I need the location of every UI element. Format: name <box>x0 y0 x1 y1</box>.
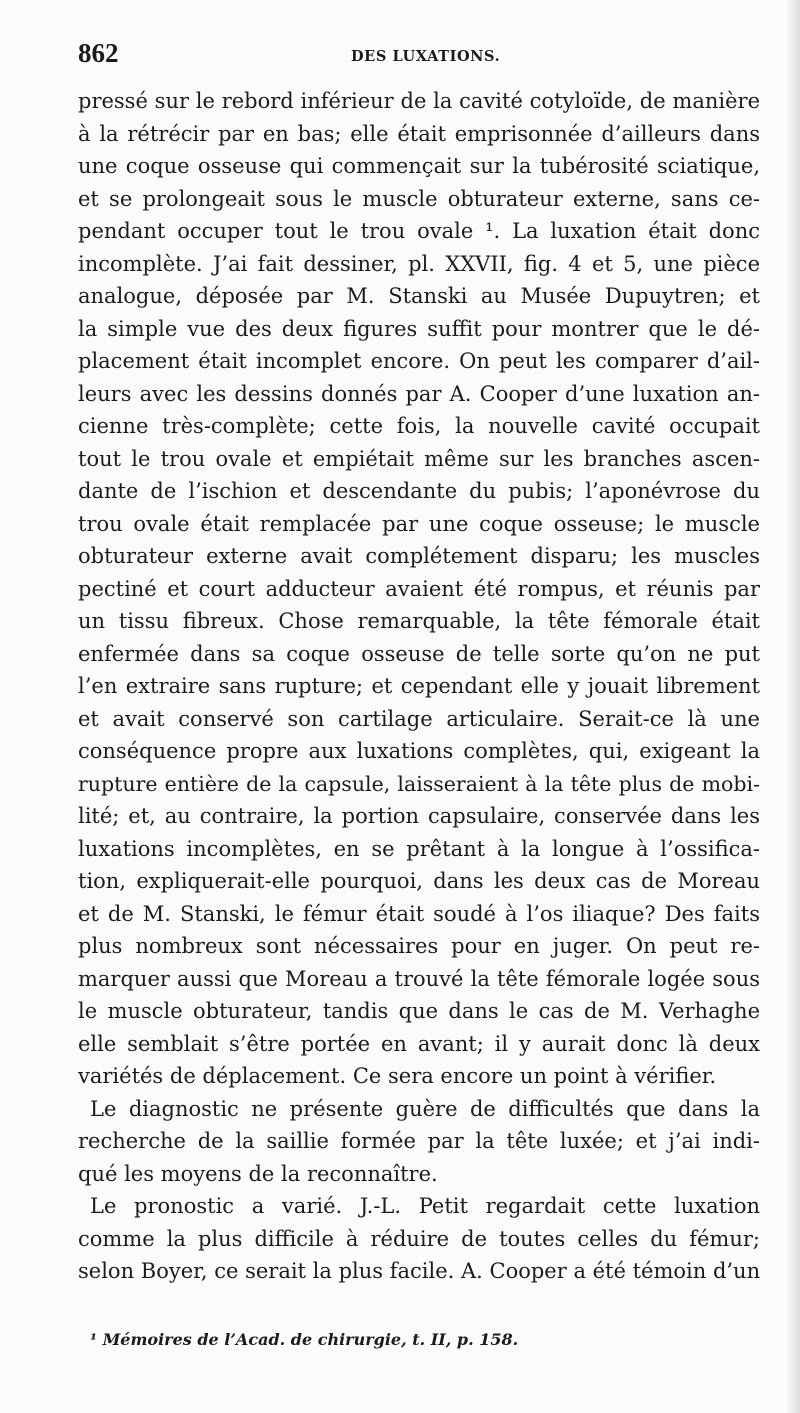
text-line: leurs avec les dessins donnés par A. Cooper d’une luxation an- <box>78 381 760 406</box>
text-line: qué les moyens de la reconnaître. <box>78 1161 438 1186</box>
text-line: le muscle obturateur, tandis que dans le cas de M. Verhaghe <box>78 999 760 1023</box>
text-line: placement était incomplet encore. On peut les comparer d’ail- <box>78 349 760 373</box>
text-line: lité; et, au contraire, la portion capsulaire, conservée dans les <box>78 804 760 828</box>
text-line: Le diagnostic ne présente guère de difficultés que dans la <box>90 1096 760 1121</box>
text-line: variétés de déplacement. Ce sera encore un point à vérifier. <box>78 1064 717 1088</box>
text-line: et avait conservé son cartilage articulaire. Serait-ce là une <box>78 706 760 731</box>
text-line: conséquence propre aux luxations complètes, qui, exigeant la <box>78 739 760 763</box>
text-line: obturateur externe avait complétement disparu; les muscles <box>78 544 760 568</box>
text-line: plus nombreux sont nécessaires pour en juger. On peut re- <box>78 934 760 958</box>
text-line: luxations incomplètes, en se prêtant à la longue à l’ossifica- <box>78 836 760 861</box>
page-number: 862 <box>78 38 119 68</box>
text-line: et se prolongeait sous le muscle obturateur externe, sans ce- <box>78 186 760 211</box>
text-line: cienne très-complète; cette fois, la nouvelle cavité occupait <box>78 414 760 438</box>
text-line: recherche de la saillie formée par la tête luxée; et j’ai indi- <box>78 1129 760 1153</box>
text-line: pectiné et court adducteur avaient été rompus, et réunis par <box>78 576 760 601</box>
page-edge-shadow <box>786 0 800 1413</box>
text-line: la simple vue des deux figures suffit pour montrer que le dé- <box>78 316 760 341</box>
text-line: incomplète. J’ai fait dessiner, pl. XXVII, fig. 4 et 5, une pièce <box>78 251 760 276</box>
text-line: tion, expliquerait-elle pourquoi, dans les deux cas de Moreau <box>78 869 760 893</box>
text-line: marquer aussi que Moreau a trouvé la tête fémorale logée sous <box>78 966 760 991</box>
footnote: ¹ Mémoires de l’Acad. de chirurgie, t. II, p. 158. <box>90 1330 519 1349</box>
text-line: analogue, déposée par M. Stanski au Musée Dupuytren; et <box>78 284 760 308</box>
text-line: elle semblait s’être portée en avant; il y aurait donc là deux <box>78 1031 760 1056</box>
text-line: rupture entière de la capsule, laisseraient à la tête plus de mobi- <box>78 771 760 796</box>
text-line: comme la plus difficile à réduire de toutes celles du fémur; <box>78 1226 760 1251</box>
text-line: une coque osseuse qui commençait sur la tubérosité sciatique, <box>78 154 760 178</box>
text-line: et de M. Stanski, le fémur était soudé à l’os iliaque? Des faits <box>78 901 760 926</box>
running-head <box>78 38 768 78</box>
running-head-title: DES LUXATIONS. <box>351 48 501 65</box>
text-line: un tissu fibreux. Chose remarquable, la tête fémorale était <box>78 609 760 633</box>
body-text <box>78 85 760 1288</box>
text-line: à la rétrécir par en bas; elle était emprisonnée d’ailleurs dans <box>78 121 760 146</box>
text-line: trou ovale était remplacée par une coque osseuse; le muscle <box>78 511 760 536</box>
text-line: Le pronostic a varié. J.-L. Petit regardait cette luxation <box>90 1194 760 1218</box>
text-line: pendant occuper tout le trou ovale ¹. La luxation était donc <box>78 219 760 243</box>
text-line: l’en extraire sans rupture; et cependant elle y jouait librement <box>78 674 760 698</box>
text-line: pressé sur le rebord inférieur de la cavité cotyloïde, de manière <box>78 89 760 113</box>
footnote-divider <box>78 1290 760 1291</box>
text-line: tout le trou ovale et empiétait même sur les branches ascen- <box>78 446 760 471</box>
text-line: dante de l’ischion et descendante du pubis; l’aponévrose du <box>78 479 760 503</box>
text-line: selon Boyer, ce serait la plus facile. A. Cooper a été témoin d’un <box>78 1259 760 1283</box>
text-line: enfermée dans sa coque osseuse de telle sorte qu’on ne put <box>78 641 760 666</box>
